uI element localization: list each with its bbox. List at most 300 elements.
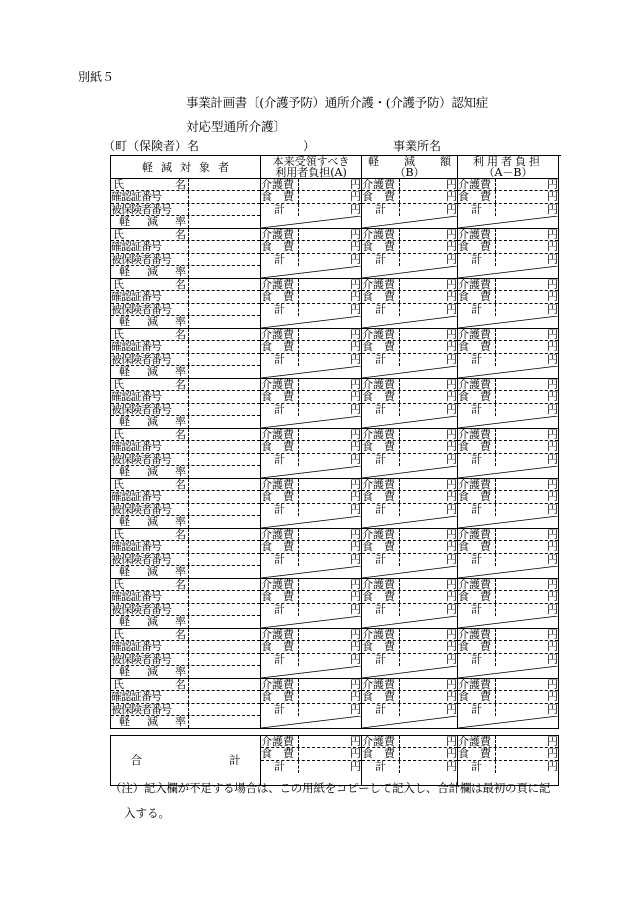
amount-line-total[interactable] bbox=[362, 761, 457, 773]
amount-line-food[interactable] bbox=[458, 291, 558, 303]
yen-label: 円 bbox=[446, 453, 457, 467]
target-line-name[interactable] bbox=[111, 229, 260, 241]
input-name[interactable] bbox=[189, 479, 260, 490]
amount-line-food[interactable] bbox=[362, 691, 457, 703]
amount-label-total: 計 bbox=[458, 654, 496, 666]
amount-line-total[interactable] bbox=[458, 654, 558, 666]
amount-line-food[interactable] bbox=[261, 591, 361, 603]
user-burden-cell bbox=[458, 179, 559, 229]
amount-line-food[interactable] bbox=[362, 591, 457, 603]
target-person-cell bbox=[111, 379, 261, 429]
amount-line-food[interactable] bbox=[458, 241, 558, 253]
label-reduction-rate: 軽 減 率 bbox=[111, 666, 189, 678]
amount-label-total: 計 bbox=[362, 304, 400, 316]
amount-line-food[interactable] bbox=[458, 341, 558, 353]
amount-line-food[interactable] bbox=[362, 341, 457, 353]
target-line-name[interactable] bbox=[111, 179, 260, 191]
yen-label: 円 bbox=[547, 528, 558, 542]
yen-label: 円 bbox=[350, 278, 361, 292]
label-name: 氏 名 bbox=[111, 229, 189, 240]
yen-label: 円 bbox=[350, 403, 361, 417]
target-line-name[interactable] bbox=[111, 529, 260, 541]
amount-line-total[interactable] bbox=[261, 504, 361, 516]
label-reduction-rate: 軽 減 率 bbox=[111, 366, 189, 378]
diagonal-slash bbox=[362, 216, 457, 228]
yen-label: 円 bbox=[547, 490, 558, 504]
yen-label: 円 bbox=[446, 690, 457, 704]
amount-line-total[interactable] bbox=[261, 554, 361, 566]
table-row bbox=[111, 629, 559, 679]
diagonal-slash bbox=[261, 216, 361, 228]
target-line-insured-number[interactable] bbox=[111, 554, 260, 566]
amount-line-total[interactable] bbox=[458, 454, 558, 466]
input-reduction-rate[interactable] bbox=[189, 616, 260, 628]
amount-line-food[interactable] bbox=[261, 441, 361, 453]
target-line-name[interactable] bbox=[111, 429, 260, 441]
amount-line-food[interactable] bbox=[261, 641, 361, 653]
table-row bbox=[111, 429, 559, 479]
input-insured-number[interactable] bbox=[189, 454, 260, 465]
target-line-certificate-number[interactable] bbox=[111, 541, 260, 553]
target-line-certificate-number[interactable] bbox=[111, 441, 260, 453]
yen-label: 円 bbox=[547, 747, 558, 761]
target-line-reduction-rate[interactable] bbox=[111, 516, 260, 528]
original-burden-cell bbox=[261, 529, 362, 579]
input-insured-number[interactable] bbox=[189, 654, 260, 665]
input-certificate-number[interactable] bbox=[189, 441, 260, 452]
label-certificate-number: 確認証番号 bbox=[111, 641, 189, 652]
amount-label-total: 計 bbox=[261, 761, 299, 773]
target-line-reduction-rate[interactable] bbox=[111, 316, 260, 328]
input-certificate-number[interactable] bbox=[189, 541, 260, 552]
target-line-certificate-number[interactable] bbox=[111, 341, 260, 353]
amount-line-food[interactable] bbox=[362, 391, 457, 403]
amount-label-care: 介護費 bbox=[362, 229, 400, 240]
target-line-certificate-number[interactable] bbox=[111, 241, 260, 253]
yen-label: 円 bbox=[446, 490, 457, 504]
input-reduction-rate[interactable] bbox=[189, 316, 260, 328]
yen-label: 円 bbox=[446, 378, 457, 392]
amount-line-total[interactable] bbox=[362, 554, 457, 566]
yen-label: 円 bbox=[547, 240, 558, 254]
input-insured-number[interactable] bbox=[189, 354, 260, 365]
amount-line-total[interactable] bbox=[458, 204, 558, 216]
yen-label: 円 bbox=[547, 453, 558, 467]
target-line-insured-number[interactable] bbox=[111, 304, 260, 316]
amount-line-total[interactable] bbox=[261, 404, 361, 416]
amount-line-food[interactable] bbox=[261, 241, 361, 253]
total-original-burden-cell[interactable] bbox=[261, 736, 362, 786]
target-line-insured-number[interactable] bbox=[111, 404, 260, 416]
yen-label: 円 bbox=[350, 340, 361, 354]
reduction-amount-cell bbox=[362, 279, 458, 329]
diagonal-slash bbox=[362, 716, 457, 728]
amount-line-total[interactable] bbox=[261, 454, 361, 466]
amount-label-food: 食 費 bbox=[458, 691, 496, 702]
amount-label-total: 計 bbox=[362, 704, 400, 716]
yen-label: 円 bbox=[446, 203, 457, 217]
diagonal-slash bbox=[261, 316, 361, 328]
input-insured-number[interactable] bbox=[189, 254, 260, 265]
yen-label: 円 bbox=[446, 735, 457, 749]
target-line-reduction-rate[interactable] bbox=[111, 216, 260, 228]
table-header-row bbox=[111, 156, 559, 179]
amount-label-food: 食 費 bbox=[458, 748, 496, 759]
amount-line-total[interactable] bbox=[458, 304, 558, 316]
target-line-insured-number[interactable] bbox=[111, 654, 260, 666]
total-label: 合 計 bbox=[111, 736, 261, 786]
input-certificate-number[interactable] bbox=[189, 691, 260, 702]
amount-label-care: 介護費 bbox=[458, 679, 496, 690]
yen-label: 円 bbox=[547, 603, 558, 617]
amount-line-total[interactable] bbox=[362, 704, 457, 716]
target-line-insured-number[interactable] bbox=[111, 254, 260, 266]
input-reduction-rate[interactable] bbox=[189, 266, 260, 278]
amount-label-food: 食 費 bbox=[458, 591, 496, 602]
amount-line-total[interactable] bbox=[261, 761, 361, 773]
input-insured-number[interactable] bbox=[189, 304, 260, 315]
amount-line-food[interactable] bbox=[362, 491, 457, 503]
target-line-reduction-rate[interactable] bbox=[111, 416, 260, 428]
label-insured-number: 被保険者番号 bbox=[111, 654, 189, 665]
amount-label-food: 食 費 bbox=[261, 191, 299, 202]
amount-line-food[interactable] bbox=[458, 591, 558, 603]
amount-line-total[interactable] bbox=[261, 354, 361, 366]
reduction-amount-cell bbox=[362, 429, 458, 479]
label-insured-number: 被保険者番号 bbox=[111, 204, 189, 215]
amount-line-total[interactable] bbox=[261, 204, 361, 216]
input-certificate-number[interactable] bbox=[189, 291, 260, 302]
target-line-certificate-number[interactable] bbox=[111, 491, 260, 503]
amount-label-total: 計 bbox=[362, 354, 400, 366]
amount-label-total: 計 bbox=[458, 254, 496, 266]
yen-label: 円 bbox=[350, 590, 361, 604]
input-name[interactable] bbox=[189, 379, 260, 390]
yen-label: 円 bbox=[350, 228, 361, 242]
amount-line-food[interactable] bbox=[261, 748, 361, 760]
document-title-line2: 対応型通所介護〕 bbox=[186, 119, 287, 134]
amount-line-food[interactable] bbox=[261, 291, 361, 303]
input-name[interactable] bbox=[189, 429, 260, 440]
yen-label: 円 bbox=[446, 303, 457, 317]
target-person-cell bbox=[111, 229, 261, 279]
target-line-name[interactable] bbox=[111, 679, 260, 691]
input-insured-number[interactable] bbox=[189, 554, 260, 565]
diagonal-slash bbox=[458, 416, 558, 428]
amount-line-food[interactable] bbox=[458, 691, 558, 703]
input-reduction-rate[interactable] bbox=[189, 416, 260, 428]
amount-line-total[interactable] bbox=[261, 654, 361, 666]
target-line-name[interactable] bbox=[111, 279, 260, 291]
amount-line-total[interactable] bbox=[458, 704, 558, 716]
target-line-reduction-rate[interactable] bbox=[111, 666, 260, 678]
yen-label: 円 bbox=[547, 228, 558, 242]
target-line-name[interactable] bbox=[111, 329, 260, 341]
amount-line-food[interactable] bbox=[362, 441, 457, 453]
document-title-line1: 事業計画書〔(介護予防）通所介護・(介護予防）認知症 bbox=[186, 95, 488, 110]
amount-label-food: 食 費 bbox=[458, 341, 496, 352]
yen-label: 円 bbox=[350, 390, 361, 404]
yen-label: 円 bbox=[547, 503, 558, 517]
yen-label: 円 bbox=[547, 735, 558, 749]
input-certificate-number[interactable] bbox=[189, 641, 260, 652]
input-name[interactable] bbox=[189, 529, 260, 540]
yen-label: 円 bbox=[547, 340, 558, 354]
amount-line-total[interactable] bbox=[362, 504, 457, 516]
original-burden-cell bbox=[261, 629, 362, 679]
label-insured-number: 被保険者番号 bbox=[111, 304, 189, 315]
target-line-certificate-number[interactable] bbox=[111, 591, 260, 603]
amount-line-total[interactable] bbox=[261, 254, 361, 266]
yen-label: 円 bbox=[446, 503, 457, 517]
input-insured-number[interactable] bbox=[189, 404, 260, 415]
input-reduction-rate[interactable] bbox=[189, 466, 260, 478]
yen-label: 円 bbox=[350, 328, 361, 342]
yen-label: 円 bbox=[446, 603, 457, 617]
yen-label: 円 bbox=[350, 528, 361, 542]
amount-label-total: 計 bbox=[261, 554, 299, 566]
yen-label: 円 bbox=[446, 747, 457, 761]
target-line-reduction-rate[interactable] bbox=[111, 466, 260, 478]
total-user-burden-cell[interactable] bbox=[458, 736, 559, 786]
input-name[interactable] bbox=[189, 579, 260, 590]
target-line-certificate-number[interactable] bbox=[111, 291, 260, 303]
input-insured-number[interactable] bbox=[189, 204, 260, 215]
amount-line-food[interactable] bbox=[261, 541, 361, 553]
user-burden-cell bbox=[458, 529, 559, 579]
target-line-name[interactable] bbox=[111, 479, 260, 491]
amount-label-care: 介護費 bbox=[458, 379, 496, 390]
input-insured-number[interactable] bbox=[189, 704, 260, 715]
amount-line-food[interactable] bbox=[362, 241, 457, 253]
amount-label-total: 計 bbox=[362, 404, 400, 416]
input-insured-number[interactable] bbox=[189, 604, 260, 615]
amount-line-total[interactable] bbox=[362, 254, 457, 266]
amount-label-total: 計 bbox=[261, 654, 299, 666]
amount-line-food[interactable] bbox=[362, 541, 457, 553]
yen-label: 円 bbox=[547, 578, 558, 592]
municipality-field[interactable] bbox=[103, 137, 316, 154]
input-name[interactable] bbox=[189, 629, 260, 640]
amount-line-total[interactable] bbox=[362, 654, 457, 666]
amount-line-food[interactable] bbox=[362, 748, 457, 760]
amount-line-total[interactable] bbox=[458, 504, 558, 516]
diagonal-slash bbox=[362, 366, 457, 378]
target-line-insured-number[interactable] bbox=[111, 204, 260, 216]
target-line-reduction-rate[interactable] bbox=[111, 566, 260, 578]
label-insured-number: 被保険者番号 bbox=[111, 504, 189, 515]
target-line-insured-number[interactable] bbox=[111, 704, 260, 716]
yen-label: 円 bbox=[350, 760, 361, 774]
input-certificate-number[interactable] bbox=[189, 191, 260, 202]
diagonal-slash bbox=[362, 266, 457, 278]
amount-line-total[interactable] bbox=[261, 304, 361, 316]
amount-label-care: 介護費 bbox=[362, 629, 400, 640]
amount-line-total[interactable] bbox=[458, 604, 558, 616]
amount-label-food: 食 費 bbox=[362, 191, 400, 202]
yen-label: 円 bbox=[547, 653, 558, 667]
label-name: 氏 名 bbox=[111, 379, 189, 390]
input-certificate-number[interactable] bbox=[189, 341, 260, 352]
amount-label-total: 計 bbox=[458, 204, 496, 216]
amount-line-total[interactable] bbox=[362, 454, 457, 466]
amount-label-care: 介護費 bbox=[458, 736, 496, 747]
amount-label-total: 計 bbox=[458, 604, 496, 616]
amount-line-food[interactable] bbox=[261, 491, 361, 503]
amount-line-total[interactable] bbox=[261, 604, 361, 616]
amount-label-care: 介護費 bbox=[261, 479, 299, 490]
target-line-reduction-rate[interactable] bbox=[111, 266, 260, 278]
input-reduction-rate[interactable] bbox=[189, 566, 260, 578]
user-burden-cell bbox=[458, 329, 559, 379]
amount-label-food: 食 費 bbox=[458, 291, 496, 302]
target-line-name[interactable] bbox=[111, 629, 260, 641]
input-name[interactable] bbox=[189, 329, 260, 340]
yen-label: 円 bbox=[446, 403, 457, 417]
input-certificate-number[interactable] bbox=[189, 391, 260, 402]
yen-label: 円 bbox=[350, 503, 361, 517]
yen-label: 円 bbox=[350, 747, 361, 761]
yen-label: 円 bbox=[446, 440, 457, 454]
yen-label: 円 bbox=[350, 253, 361, 267]
target-line-certificate-number[interactable] bbox=[111, 391, 260, 403]
amount-line-food[interactable] bbox=[458, 191, 558, 203]
user-burden-cell bbox=[458, 379, 559, 429]
amount-line-food[interactable] bbox=[261, 691, 361, 703]
target-line-insured-number[interactable] bbox=[111, 504, 260, 516]
original-burden-cell bbox=[261, 479, 362, 529]
yen-label: 円 bbox=[547, 440, 558, 454]
yen-label: 円 bbox=[446, 353, 457, 367]
amount-line-food[interactable] bbox=[458, 748, 558, 760]
target-line-name[interactable] bbox=[111, 379, 260, 391]
yen-label: 円 bbox=[350, 553, 361, 567]
label-name: 氏 名 bbox=[111, 529, 189, 540]
input-reduction-rate[interactable] bbox=[189, 716, 260, 728]
amount-line-total[interactable] bbox=[362, 604, 457, 616]
target-line-reduction-rate[interactable] bbox=[111, 616, 260, 628]
amount-line-total[interactable] bbox=[362, 304, 457, 316]
amount-line-total[interactable] bbox=[458, 404, 558, 416]
amount-label-food: 食 費 bbox=[362, 341, 400, 352]
target-line-reduction-rate[interactable] bbox=[111, 366, 260, 378]
amount-line-food[interactable] bbox=[458, 541, 558, 553]
yen-label: 円 bbox=[446, 240, 457, 254]
amount-line-total[interactable] bbox=[362, 404, 457, 416]
amount-label-food: 食 費 bbox=[261, 541, 299, 552]
label-reduction-rate: 軽 減 率 bbox=[111, 516, 189, 528]
office-name-label: 事業所名 bbox=[393, 139, 442, 153]
office-name-field[interactable] bbox=[393, 137, 561, 156]
input-name[interactable] bbox=[189, 279, 260, 290]
input-reduction-rate[interactable] bbox=[189, 666, 260, 678]
target-line-insured-number[interactable] bbox=[111, 354, 260, 366]
target-person-cell bbox=[111, 429, 261, 479]
header-reduction-amount: 軽 減 額 （B） bbox=[362, 156, 458, 179]
amount-label-food: 食 費 bbox=[362, 541, 400, 552]
input-reduction-rate[interactable] bbox=[189, 516, 260, 528]
label-certificate-number: 確認証番号 bbox=[111, 341, 189, 352]
amount-line-food[interactable] bbox=[261, 341, 361, 353]
amount-label-total: 計 bbox=[261, 404, 299, 416]
amount-label-food: 食 費 bbox=[458, 241, 496, 252]
original-burden-cell bbox=[261, 329, 362, 379]
target-line-certificate-number[interactable] bbox=[111, 691, 260, 703]
yen-label: 円 bbox=[547, 690, 558, 704]
diagonal-slash bbox=[458, 266, 558, 278]
amount-label-care: 介護費 bbox=[261, 279, 299, 290]
target-line-insured-number[interactable] bbox=[111, 454, 260, 466]
amount-label-food: 食 費 bbox=[362, 491, 400, 502]
input-name[interactable] bbox=[189, 679, 260, 690]
diagonal-slash bbox=[362, 316, 457, 328]
amount-line-total[interactable] bbox=[458, 354, 558, 366]
amount-line-total[interactable] bbox=[458, 761, 558, 773]
label-reduction-rate: 軽 減 率 bbox=[111, 216, 189, 228]
input-certificate-number[interactable] bbox=[189, 591, 260, 602]
amount-line-food[interactable] bbox=[362, 641, 457, 653]
amount-line-food[interactable] bbox=[458, 391, 558, 403]
amount-line-total[interactable] bbox=[458, 254, 558, 266]
amount-line-food[interactable] bbox=[458, 441, 558, 453]
amount-line-food[interactable] bbox=[458, 491, 558, 503]
amount-line-food[interactable] bbox=[261, 391, 361, 403]
input-name[interactable] bbox=[189, 179, 260, 190]
amount-label-care: 介護費 bbox=[261, 429, 299, 440]
target-line-name[interactable] bbox=[111, 579, 260, 591]
target-person-cell bbox=[111, 479, 261, 529]
target-line-certificate-number[interactable] bbox=[111, 191, 260, 203]
amount-line-food[interactable] bbox=[362, 191, 457, 203]
target-line-insured-number[interactable] bbox=[111, 604, 260, 616]
input-reduction-rate[interactable] bbox=[189, 366, 260, 378]
reduction-amount-cell bbox=[362, 229, 458, 279]
amount-line-food[interactable] bbox=[261, 191, 361, 203]
input-reduction-rate[interactable] bbox=[189, 216, 260, 228]
target-line-certificate-number[interactable] bbox=[111, 641, 260, 653]
amount-label-food: 食 費 bbox=[261, 241, 299, 252]
yen-label: 円 bbox=[446, 228, 457, 242]
target-line-reduction-rate[interactable] bbox=[111, 716, 260, 728]
amount-line-total[interactable] bbox=[261, 704, 361, 716]
amount-line-total[interactable] bbox=[362, 204, 457, 216]
diagonal-slash bbox=[362, 566, 457, 578]
input-name[interactable] bbox=[189, 229, 260, 240]
table-row bbox=[111, 479, 559, 529]
target-person-cell bbox=[111, 529, 261, 579]
reduction-amount-cell bbox=[362, 379, 458, 429]
amount-line-total[interactable] bbox=[458, 554, 558, 566]
total-reduction-cell[interactable] bbox=[362, 736, 458, 786]
reduction-amount-cell bbox=[362, 679, 458, 729]
amount-label-food: 食 費 bbox=[458, 191, 496, 202]
input-certificate-number[interactable] bbox=[189, 241, 260, 252]
amount-label-care: 介護費 bbox=[362, 429, 400, 440]
attachment-number: 別紙５ bbox=[78, 70, 115, 84]
amount-label-food: 食 費 bbox=[362, 641, 400, 652]
amount-line-food[interactable] bbox=[362, 291, 457, 303]
amount-label-care: 介護費 bbox=[261, 179, 299, 190]
diagonal-slash bbox=[362, 466, 457, 478]
amount-label-care: 介護費 bbox=[261, 329, 299, 340]
input-certificate-number[interactable] bbox=[189, 491, 260, 502]
amount-line-food[interactable] bbox=[458, 641, 558, 653]
amount-label-care: 介護費 bbox=[362, 479, 400, 490]
amount-line-total[interactable] bbox=[362, 354, 457, 366]
input-insured-number[interactable] bbox=[189, 504, 260, 515]
label-insured-number: 被保険者番号 bbox=[111, 404, 189, 415]
amount-label-care: 介護費 bbox=[362, 379, 400, 390]
